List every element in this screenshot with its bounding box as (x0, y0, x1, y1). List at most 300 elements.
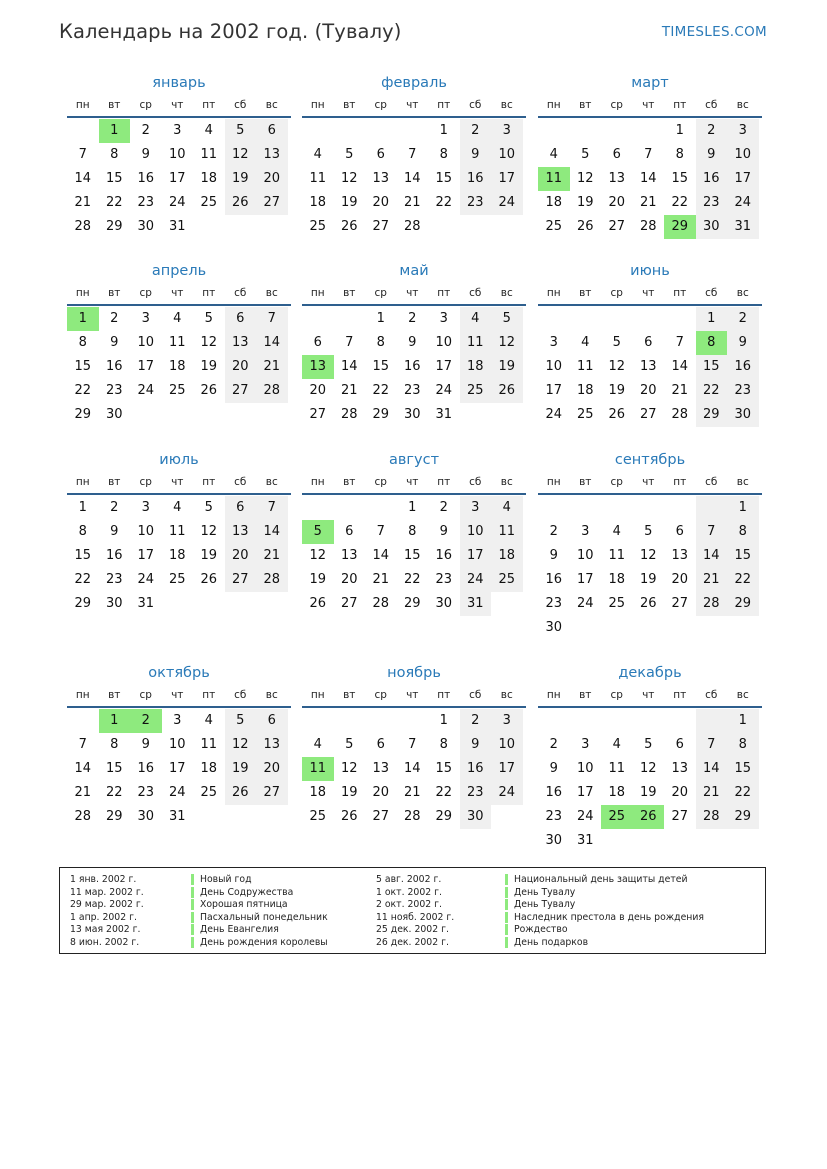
day-cell: 23 (137, 195, 155, 210)
day-cell: 22 (671, 195, 689, 210)
holiday-name: Национальный день защиты детей (505, 874, 688, 885)
weekday-label: ср (139, 287, 152, 299)
day-cell: 28 (74, 809, 92, 824)
holiday-day-cell: 13 (302, 355, 334, 379)
day-cell: 16 (105, 359, 123, 374)
day-cell: 27 (372, 809, 390, 824)
day-cell: 24 (491, 781, 523, 805)
day-cell: 25 (309, 809, 327, 824)
day-cell: 5 (581, 147, 590, 162)
weekday-label: чт (642, 99, 655, 111)
day-cell: 22 (727, 781, 759, 805)
day-cell: 19 (309, 572, 327, 587)
day-cell: 27 (671, 809, 689, 824)
day-cell: 13 (608, 171, 626, 186)
day-cell: 3 (491, 119, 523, 143)
day-cell: 16 (403, 359, 421, 374)
day-cell: 13 (372, 171, 390, 186)
day-cell: 27 (256, 781, 288, 805)
holiday-name: Новый год (191, 874, 252, 885)
day-cell: 18 (200, 761, 218, 776)
day-cell: 15 (435, 761, 453, 776)
weekday-label: пн (546, 689, 561, 701)
weekday-label: сб (705, 476, 718, 488)
empty-cell (696, 709, 728, 733)
day-cell: 21 (403, 195, 421, 210)
day-cell: 20 (225, 355, 257, 379)
day-cell: 7 (256, 496, 288, 520)
day-cell: 7 (408, 737, 417, 752)
weekday-header (302, 686, 526, 708)
day-cell: 30 (105, 407, 123, 422)
weekday-label: сб (234, 476, 247, 488)
day-cell: 2 (460, 119, 492, 143)
weekday-header (67, 686, 291, 708)
day-cell: 11 (491, 520, 523, 544)
day-cell: 12 (608, 359, 626, 374)
weekday-label: вт (579, 476, 592, 488)
day-cell: 28 (403, 219, 421, 234)
day-cell: 18 (545, 195, 563, 210)
day-cell: 8 (727, 520, 759, 544)
day-cell: 7 (408, 147, 417, 162)
weekday-label: сб (234, 99, 247, 111)
day-cell: 14 (74, 761, 92, 776)
day-cell: 10 (168, 737, 186, 752)
empty-cell (664, 709, 696, 733)
day-cell: 16 (545, 572, 563, 587)
day-cell: 23 (545, 809, 563, 824)
weekday-label: вт (108, 99, 121, 111)
empty-cell (302, 496, 334, 520)
day-cell: 16 (105, 548, 123, 563)
weekday-label: вс (500, 476, 513, 488)
empty-cell (538, 119, 570, 143)
day-cell: 23 (105, 383, 123, 398)
day-cell: 8 (78, 335, 87, 350)
weekday-label: сб (705, 689, 718, 701)
day-cell: 2 (110, 311, 119, 326)
day-cell: 29 (105, 809, 123, 824)
day-cell: 9 (549, 761, 558, 776)
day-cell: 26 (491, 379, 523, 403)
empty-cell (397, 119, 429, 143)
day-cell: 1 (78, 500, 87, 515)
weekday-label: чт (642, 287, 655, 299)
weekday-label: пт (202, 476, 216, 488)
day-cell: 6 (675, 524, 684, 539)
day-cell: 6 (644, 335, 653, 350)
day-cell: 20 (639, 383, 657, 398)
day-cell: 22 (74, 383, 92, 398)
day-cell: 10 (727, 143, 759, 167)
day-cell: 14 (403, 171, 421, 186)
day-cell: 3 (173, 713, 182, 728)
holiday-name: Наследник престола в день рождения (505, 912, 704, 923)
day-cell: 25 (200, 195, 218, 210)
day-cell: 23 (137, 785, 155, 800)
day-cell: 8 (78, 524, 87, 539)
day-cell: 11 (460, 331, 492, 355)
weekday-label: пт (673, 287, 687, 299)
month-name: февраль (381, 75, 447, 91)
day-cell: 22 (696, 379, 728, 403)
month-name: декабрь (618, 665, 682, 681)
day-cell: 25 (576, 407, 594, 422)
day-cell: 22 (74, 572, 92, 587)
day-cell: 1 (439, 713, 448, 728)
day-cell: 17 (491, 167, 523, 191)
day-cell: 24 (460, 568, 492, 592)
day-cell: 3 (141, 311, 150, 326)
day-cell: 25 (491, 568, 523, 592)
day-cell: 27 (256, 191, 288, 215)
day-cell: 27 (309, 407, 327, 422)
empty-cell (67, 709, 99, 733)
month-5 (302, 258, 526, 427)
weekday-label: вс (500, 99, 513, 111)
day-cell: 19 (576, 195, 594, 210)
weekday-label: вс (736, 476, 749, 488)
day-cell: 10 (491, 143, 523, 167)
weekday-label: пт (202, 287, 216, 299)
weekday-label: сб (469, 99, 482, 111)
day-cell: 10 (460, 520, 492, 544)
day-cell: 15 (727, 544, 759, 568)
day-grid (67, 307, 291, 427)
day-cell: 20 (256, 167, 288, 191)
month-3 (538, 70, 762, 239)
day-cell: 8 (439, 737, 448, 752)
day-cell: 6 (612, 147, 621, 162)
weekday-header (538, 473, 762, 495)
day-cell: 21 (74, 195, 92, 210)
day-cell: 29 (74, 596, 92, 611)
day-cell: 21 (671, 383, 689, 398)
day-cell: 23 (696, 191, 728, 215)
weekday-header (67, 96, 291, 118)
empty-cell (633, 119, 665, 143)
weekday-label: вт (343, 476, 356, 488)
weekday-label: вс (736, 689, 749, 701)
day-cell: 22 (372, 383, 390, 398)
empty-cell (302, 307, 334, 331)
day-cell: 10 (545, 359, 563, 374)
month-name: ноябрь (387, 665, 441, 681)
holiday-date: 8 июн. 2002 г. (70, 936, 140, 948)
day-cell: 20 (671, 572, 689, 587)
empty-cell (302, 709, 334, 733)
weekday-label: ср (374, 476, 387, 488)
day-cell: 26 (225, 781, 257, 805)
day-cell: 28 (671, 407, 689, 422)
month-11 (302, 660, 526, 829)
empty-cell (601, 307, 633, 331)
empty-cell (664, 496, 696, 520)
day-cell: 3 (581, 737, 590, 752)
weekday-label: ср (374, 689, 387, 701)
holiday-day-cell: 8 (696, 331, 728, 355)
day-cell: 9 (141, 737, 150, 752)
month-4 (67, 258, 291, 427)
day-cell: 20 (256, 757, 288, 781)
day-cell: 28 (639, 219, 657, 234)
day-cell: 20 (340, 572, 358, 587)
weekday-label: ср (374, 99, 387, 111)
day-cell: 20 (309, 383, 327, 398)
day-cell: 14 (403, 761, 421, 776)
weekday-label: вт (343, 689, 356, 701)
day-cell: 12 (576, 171, 594, 186)
weekday-label: ср (610, 476, 623, 488)
weekday-label: вт (108, 476, 121, 488)
day-cell: 21 (256, 544, 288, 568)
day-cell: 25 (200, 785, 218, 800)
weekday-label: чт (171, 476, 184, 488)
day-cell: 14 (256, 331, 288, 355)
day-cell: 27 (671, 596, 689, 611)
empty-cell (334, 496, 366, 520)
day-cell: 7 (644, 147, 653, 162)
day-cell: 16 (727, 355, 759, 379)
day-cell: 6 (256, 119, 288, 143)
day-cell: 17 (491, 757, 523, 781)
day-cell: 28 (256, 568, 288, 592)
day-cell: 10 (576, 548, 594, 563)
weekday-label: чт (171, 287, 184, 299)
weekday-label: вт (579, 689, 592, 701)
day-cell: 6 (225, 307, 257, 331)
holiday-day-cell: 1 (99, 709, 131, 733)
day-cell: 19 (200, 548, 218, 563)
holiday-date: 1 апр. 2002 г. (70, 911, 137, 923)
day-cell: 19 (340, 785, 358, 800)
month-1 (67, 70, 291, 239)
day-cell: 29 (105, 219, 123, 234)
day-cell: 24 (168, 785, 186, 800)
day-cell: 7 (696, 733, 728, 757)
day-cell: 17 (727, 167, 759, 191)
holiday-name: Хорошая пятница (191, 899, 288, 910)
day-cell: 19 (608, 383, 626, 398)
day-cell: 7 (696, 520, 728, 544)
weekday-label: ср (139, 476, 152, 488)
weekday-label: пн (75, 287, 90, 299)
day-cell: 11 (576, 359, 594, 374)
day-cell: 8 (110, 147, 119, 162)
holiday-day-cell: 11 (302, 757, 334, 781)
day-cell: 14 (372, 548, 390, 563)
brand-link[interactable]: TIMESLES.COM (661, 24, 767, 40)
day-cell: 26 (576, 219, 594, 234)
day-cell: 14 (256, 520, 288, 544)
weekday-label: ср (139, 99, 152, 111)
day-cell: 25 (545, 219, 563, 234)
holiday-name: День Содружества (191, 887, 293, 898)
day-cell: 14 (639, 171, 657, 186)
day-cell: 9 (727, 331, 759, 355)
day-cell: 28 (696, 805, 728, 829)
day-cell: 27 (372, 219, 390, 234)
month-10 (67, 660, 291, 829)
weekday-label: вт (108, 287, 121, 299)
day-cell: 17 (545, 383, 563, 398)
day-cell: 5 (225, 709, 257, 733)
holiday-date: 26 дек. 2002 г. (376, 936, 449, 948)
empty-cell (397, 709, 429, 733)
day-cell: 4 (204, 713, 213, 728)
day-cell: 31 (576, 833, 594, 848)
day-cell: 8 (408, 524, 417, 539)
day-cell: 13 (372, 761, 390, 776)
month-name: март (631, 75, 669, 91)
day-cell: 22 (435, 195, 453, 210)
day-cell: 28 (403, 809, 421, 824)
empty-cell (633, 496, 665, 520)
empty-cell (334, 307, 366, 331)
day-cell: 27 (225, 568, 257, 592)
day-cell: 18 (200, 171, 218, 186)
day-cell: 4 (313, 737, 322, 752)
day-cell: 14 (671, 359, 689, 374)
holiday-date: 1 окт. 2002 г. (376, 886, 442, 898)
day-cell: 16 (435, 548, 453, 563)
day-cell: 30 (435, 596, 453, 611)
weekday-label: ср (610, 99, 623, 111)
weekday-label: сб (705, 287, 718, 299)
empty-cell (365, 709, 397, 733)
day-cell: 18 (168, 359, 186, 374)
weekday-header (302, 473, 526, 495)
day-grid (302, 119, 526, 239)
day-cell: 31 (727, 215, 759, 239)
day-cell: 15 (105, 171, 123, 186)
day-cell: 8 (439, 147, 448, 162)
weekday-label: вс (265, 689, 278, 701)
day-cell: 22 (105, 195, 123, 210)
day-cell: 10 (137, 335, 155, 350)
weekday-label: пн (310, 99, 325, 111)
weekday-label: вс (500, 287, 513, 299)
day-cell: 16 (460, 757, 492, 781)
holiday-date: 2 окт. 2002 г. (376, 899, 442, 910)
weekday-label: вс (265, 287, 278, 299)
day-cell: 20 (225, 544, 257, 568)
day-cell: 15 (74, 359, 92, 374)
day-cell: 30 (137, 809, 155, 824)
empty-cell (334, 119, 366, 143)
weekday-header (538, 686, 762, 708)
weekday-label: вс (500, 689, 513, 701)
day-cell: 19 (200, 359, 218, 374)
weekday-header (538, 96, 762, 118)
day-cell: 12 (340, 761, 358, 776)
day-cell: 20 (372, 785, 390, 800)
day-cell: 16 (545, 785, 563, 800)
day-cell: 30 (137, 219, 155, 234)
day-cell: 27 (225, 379, 257, 403)
holiday-day-cell: 5 (302, 520, 334, 544)
day-cell: 23 (460, 781, 492, 805)
day-cell: 8 (727, 733, 759, 757)
day-cell: 4 (173, 500, 182, 515)
day-cell: 2 (439, 500, 448, 515)
day-grid (538, 119, 762, 239)
day-grid (67, 709, 291, 829)
empty-cell (334, 709, 366, 733)
day-cell: 13 (256, 733, 288, 757)
day-cell: 24 (435, 383, 453, 398)
weekday-label: чт (642, 689, 655, 701)
day-cell: 6 (256, 709, 288, 733)
day-cell: 21 (372, 572, 390, 587)
day-cell: 30 (105, 596, 123, 611)
weekday-label: вс (736, 99, 749, 111)
day-cell: 6 (376, 147, 385, 162)
day-cell: 18 (608, 785, 626, 800)
day-cell: 14 (696, 757, 728, 781)
day-cell: 12 (639, 548, 657, 563)
day-cell: 6 (313, 335, 322, 350)
empty-cell (570, 496, 602, 520)
day-cell: 8 (675, 147, 684, 162)
day-cell: 12 (491, 331, 523, 355)
day-cell: 29 (74, 407, 92, 422)
weekday-label: пт (673, 476, 687, 488)
weekday-label: пн (310, 287, 325, 299)
weekday-label: чт (406, 287, 419, 299)
day-cell: 5 (345, 147, 354, 162)
empty-cell (570, 307, 602, 331)
day-cell: 4 (313, 147, 322, 162)
day-cell: 28 (372, 596, 390, 611)
day-cell: 18 (608, 572, 626, 587)
holiday-name: День рождения королевы (191, 937, 328, 948)
day-grid (538, 709, 762, 853)
month-7 (67, 447, 291, 616)
empty-cell (601, 496, 633, 520)
holiday-name: День Тувалу (505, 899, 575, 910)
day-cell: 25 (168, 572, 186, 587)
day-cell: 4 (173, 311, 182, 326)
day-cell: 3 (581, 524, 590, 539)
day-cell: 5 (491, 307, 523, 331)
empty-cell (302, 119, 334, 143)
day-cell: 22 (727, 568, 759, 592)
day-cell: 24 (137, 383, 155, 398)
day-cell: 2 (696, 119, 728, 143)
empty-cell (664, 307, 696, 331)
day-cell: 7 (675, 335, 684, 350)
day-cell: 12 (225, 733, 257, 757)
day-cell: 3 (173, 123, 182, 138)
day-cell: 13 (671, 761, 689, 776)
day-cell: 11 (200, 737, 218, 752)
weekday-label: вт (343, 287, 356, 299)
holiday-day-cell: 26 (633, 805, 665, 829)
empty-cell (365, 496, 397, 520)
day-cell: 27 (340, 596, 358, 611)
day-cell: 11 (168, 524, 186, 539)
day-cell: 20 (671, 785, 689, 800)
day-cell: 11 (608, 548, 626, 563)
day-cell: 10 (137, 524, 155, 539)
weekday-label: вт (343, 99, 356, 111)
day-cell: 28 (696, 592, 728, 616)
weekday-label: чт (406, 689, 419, 701)
day-cell: 9 (549, 548, 558, 563)
day-cell: 26 (340, 219, 358, 234)
